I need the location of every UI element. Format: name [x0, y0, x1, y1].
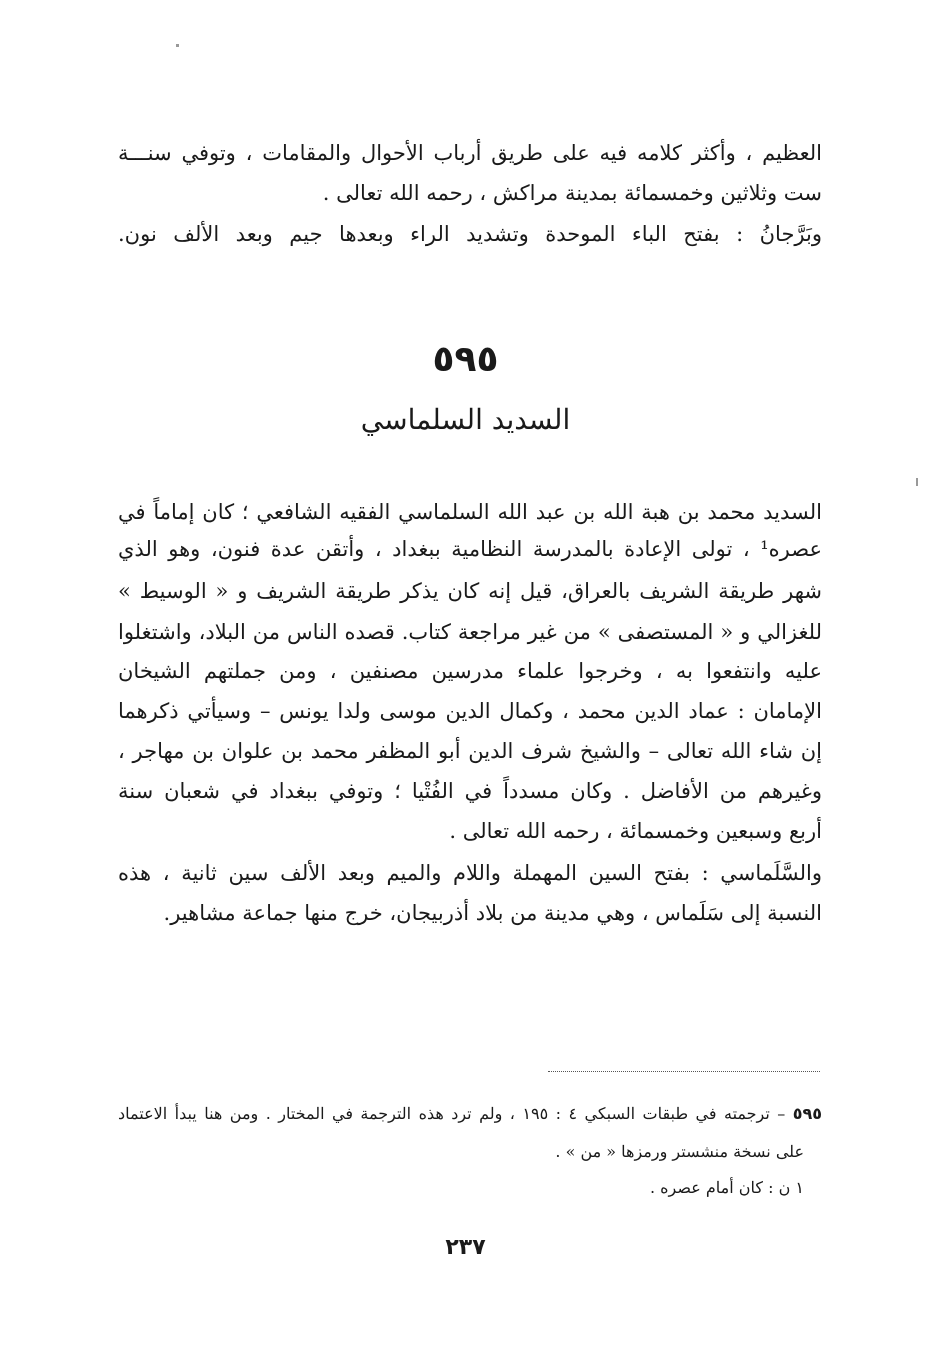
body-line-2: عصره¹ ، تولى الإعادة بالمدرسة النظامية ببغداد ، وأتقن عدة فنون، وهو الذي	[118, 537, 822, 561]
nisba-line-2: النسبة إلى سَلَماس ، وهي مدينة من بلاد أذربيجان، خرج منها جماعة مشاهير.	[163, 901, 822, 925]
footnote-main-line-2: على نسخة منشستر ورمزها « من » .	[555, 1142, 804, 1161]
top-paragraph-line-2: ست وثلاثين وخمسمائة بمدينة مراكش ، رحمه الله تعالى .	[322, 181, 822, 205]
entry-number: ٥٩٥	[432, 339, 499, 380]
footnote-1: ١ ن : كان أمام عصره .	[649, 1178, 804, 1197]
body-line-7: إن شاء الله تعالى – والشيخ شرف الدين أبو المظفر محمد بن علوان بن مهاجر ،	[118, 739, 822, 763]
body-line-3: شهر طريقة الشريف بالعراق، قيل إنه كان يذكر طريقة الشريف و « الوسيط »	[118, 579, 822, 603]
body-line-1: السديد محمد بن هبة الله بن عبد الله السلماسي الفقيه الشافعي ؛ كان إماماً في	[118, 500, 822, 524]
entry-title: السديد السلماسي	[360, 403, 571, 436]
body-line-4: للغزالي و « المستصفى » من غير مراجعة كتاب. قصده الناس من البلاد، واشتغلوا	[118, 620, 822, 644]
footnote-main-text: – ترجمته في طبقات السبكي ٤ : ١٩٥ ، ولم ترد هذه الترجمة في المختار . ومن هنا يبدأ الاعتماد	[118, 1104, 786, 1123]
footnote-main-line-1	[118, 1102, 822, 1126]
body-line-6: الإمامان : عماد الدين محمد ، وكمال الدين موسى ولدا يونس – وسيأتي ذكرهما	[118, 699, 822, 723]
nisba-line-1: والسَّلَماسي : بفتح السين المهملة واللام والميم وبعد الألف سين ثانية ، هذه	[118, 861, 822, 885]
body-line-9: أربع وسبعين وخمسمائة ، رحمه الله تعالى .	[449, 819, 822, 843]
top-paragraph-line-3: وبَرَّجانُ : بفتح الباء الموحدة وتشديد الراء وبعدها جيم وبعد الألف نون.	[118, 222, 822, 246]
body-line-5: عليه وانتفعوا به ، وخرجوا علماء مدرسين مصنفين ، ومن جملتهم الشيخان	[118, 659, 822, 683]
footnote-separator	[548, 1071, 820, 1072]
footnote-entry-number: ٥٩٥	[792, 1104, 822, 1123]
scan-speck	[916, 478, 918, 486]
scan-speck	[176, 44, 179, 47]
page-number: ٢٣٧	[445, 1235, 486, 1260]
body-line-8: وغيرهم من الأفاضل . وكان مسدداً في الفُتْيا ؛ وتوفي ببغداد في شعبان سنة	[118, 779, 822, 803]
top-paragraph-line-1: العظيم ، وأكثر كلامه فيه على طريق أرباب الأحوال والمقامات ، وتوفي سنـــة	[118, 141, 822, 165]
